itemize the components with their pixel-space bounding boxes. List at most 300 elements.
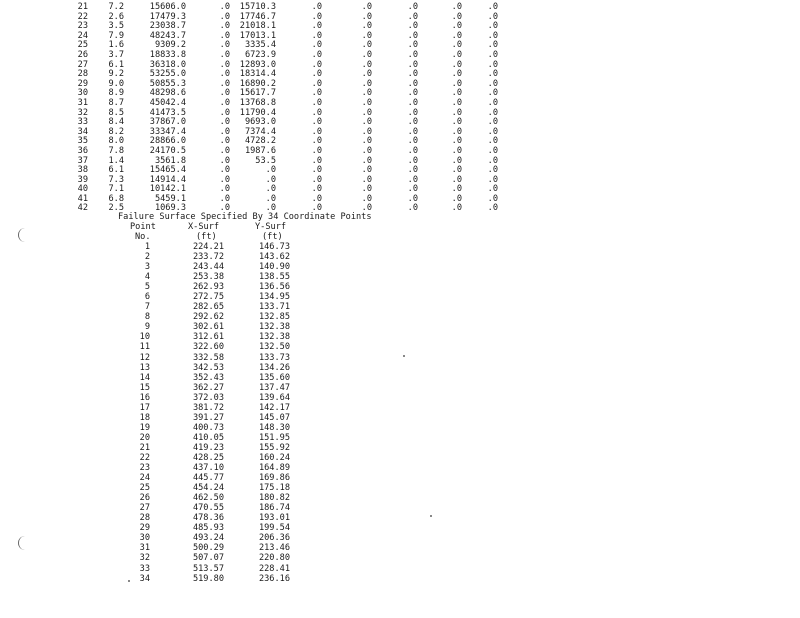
point-number: 31 <box>139 543 150 554</box>
x-surf-value: 500.29 <box>192 543 224 554</box>
slice-cell: .0 <box>487 174 498 185</box>
x-surf-value: 372.03 <box>192 392 224 403</box>
y-surf-value: 160.24 <box>258 452 290 463</box>
y-surf-value: 155.92 <box>258 442 290 453</box>
slice-cell: .0 <box>361 107 372 118</box>
slice-cell: 8.9 <box>108 88 124 99</box>
slice-cell: .0 <box>219 184 230 195</box>
slice-cell: .0 <box>311 2 322 12</box>
slice-cell: 4728.2 <box>244 136 276 147</box>
point-number: 34 <box>139 573 150 584</box>
slice-cell: .0 <box>451 165 462 176</box>
slice-cell: 7.9 <box>108 30 124 41</box>
slice-cell: .0 <box>451 107 462 118</box>
slice-cell: 17479.3 <box>149 11 186 22</box>
slice-cell: .0 <box>451 49 462 60</box>
slice-cell: .0 <box>265 203 276 214</box>
x-surf-value: 322.60 <box>192 342 224 353</box>
slice-cell: .0 <box>361 193 372 204</box>
slice-cell: .0 <box>407 59 418 70</box>
slice-cell: .0 <box>451 117 462 128</box>
slice-cell: .0 <box>451 203 462 214</box>
slice-cell: .0 <box>219 117 230 128</box>
y-surf-value: 148.30 <box>258 422 290 433</box>
y-surf-value: 228.41 <box>258 563 290 574</box>
y-surf-value: 151.95 <box>258 432 290 443</box>
slice-cell: .0 <box>487 193 498 204</box>
x-surf-value: 282.65 <box>192 302 224 313</box>
x-surf-value: 410.05 <box>192 432 224 443</box>
slice-cell: 1.6 <box>108 40 124 51</box>
slice-cell: .0 <box>407 155 418 166</box>
slice-cell: 31 <box>77 97 88 108</box>
y-surf-value: 138.55 <box>258 272 290 283</box>
slice-cell: .0 <box>265 165 276 176</box>
slice-cell: 6723.9 <box>244 49 276 60</box>
x-surf-value: 243.44 <box>192 262 224 273</box>
slice-cell: .0 <box>219 203 230 214</box>
slice-cell: .0 <box>407 69 418 80</box>
slice-cell: .0 <box>487 136 498 147</box>
slice-cell: .0 <box>265 184 276 195</box>
slice-cell: .0 <box>451 21 462 32</box>
slice-cell: 33347.4 <box>149 126 186 137</box>
slice-cell: 16890.2 <box>239 78 276 89</box>
slice-cell: .0 <box>487 165 498 176</box>
slice-cell: .0 <box>219 97 230 108</box>
slice-cell: .0 <box>487 145 498 156</box>
slice-cell: .0 <box>451 155 462 166</box>
y-surf-value: 142.17 <box>258 402 290 413</box>
y-surf-value: 143.62 <box>258 252 290 263</box>
x-surf-value: 462.50 <box>192 493 224 504</box>
point-number: 6 <box>144 292 150 303</box>
slice-cell: 37 <box>77 155 88 166</box>
slice-cell: 40 <box>77 184 88 195</box>
y-surf-value: 213.46 <box>258 543 290 554</box>
slice-cell: 37867.0 <box>149 117 186 128</box>
slice-cell: .0 <box>265 174 276 185</box>
slice-cell: .0 <box>311 59 322 70</box>
slice-cell: .0 <box>361 40 372 51</box>
slice-cell: .0 <box>361 136 372 147</box>
x-surf-value: 470.55 <box>192 503 224 514</box>
point-number: 26 <box>139 493 150 504</box>
slice-cell: 1069.3 <box>154 203 186 214</box>
slice-cell: 7.3 <box>108 174 124 185</box>
slice-cell: .0 <box>487 59 498 70</box>
y-surf-column-header: Y-Surf <box>255 222 287 232</box>
slice-cell: 45042.4 <box>149 97 186 108</box>
slice-cell: 28866.0 <box>149 136 186 147</box>
point-number: 4 <box>144 272 150 283</box>
slice-cell: 23 <box>77 21 88 32</box>
slice-cell: .0 <box>487 126 498 137</box>
slice-cell: 17013.1 <box>239 30 276 41</box>
y-surf-value: 206.36 <box>258 533 290 544</box>
slice-cell: 8.7 <box>108 97 124 108</box>
slice-cell: .0 <box>487 117 498 128</box>
slice-cell: 3.5 <box>108 21 124 32</box>
slice-cell: .0 <box>219 40 230 51</box>
slice-cell: .0 <box>219 165 230 176</box>
slice-cell: 14914.4 <box>149 174 186 185</box>
slice-cell: 41 <box>77 193 88 204</box>
slice-cell: .0 <box>407 30 418 41</box>
slice-cell: 48298.6 <box>149 88 186 99</box>
slice-cell: .0 <box>311 155 322 166</box>
point-number: 14 <box>139 372 150 383</box>
slice-cell: .0 <box>487 11 498 22</box>
point-column-header: Point <box>130 222 156 232</box>
point-no-column-header: No. <box>135 232 151 242</box>
slice-cell: 22 <box>77 11 88 22</box>
slice-cell: 50855.3 <box>149 78 186 89</box>
point-number: 17 <box>139 402 150 413</box>
x-surf-value: 352.43 <box>192 372 224 383</box>
slice-cell: 17746.7 <box>239 11 276 22</box>
slice-cell: .0 <box>311 136 322 147</box>
slice-cell: .0 <box>311 126 322 137</box>
slice-cell: .0 <box>361 11 372 22</box>
slice-cell: 2.5 <box>108 203 124 214</box>
slice-cell: 15606.0 <box>149 2 186 12</box>
x-surf-unit-label: (ft) <box>196 232 217 242</box>
slice-cell: .0 <box>219 107 230 118</box>
slice-cell: 7374.4 <box>244 126 276 137</box>
slice-cell: .0 <box>219 69 230 80</box>
slice-cell: .0 <box>451 40 462 51</box>
y-surf-value: 236.16 <box>258 573 290 584</box>
slice-cell: .0 <box>361 174 372 185</box>
point-number: 23 <box>139 463 150 474</box>
slice-cell: .0 <box>219 59 230 70</box>
slice-cell: 21 <box>77 2 88 12</box>
y-surf-value: 180.82 <box>258 493 290 504</box>
slice-cell: 15617.7 <box>239 88 276 99</box>
slice-cell: 12893.0 <box>239 59 276 70</box>
slice-cell: .0 <box>451 126 462 137</box>
speck-mark <box>403 355 405 357</box>
slice-cell: .0 <box>219 174 230 185</box>
slice-cell: 6.8 <box>108 193 124 204</box>
slice-cell: .0 <box>219 11 230 22</box>
y-surf-value: 134.26 <box>258 362 290 373</box>
x-surf-value: 272.75 <box>192 292 224 303</box>
slice-cell: 8.5 <box>108 107 124 118</box>
slice-cell: .0 <box>311 78 322 89</box>
point-number: 22 <box>139 452 150 463</box>
slice-cell: 9309.2 <box>154 40 186 51</box>
point-number: 21 <box>139 442 150 453</box>
x-surf-value: 262.93 <box>192 282 224 293</box>
slice-cell: .0 <box>361 21 372 32</box>
slice-cell: .0 <box>451 2 462 12</box>
slice-cell: .0 <box>265 193 276 204</box>
slice-cell: 28 <box>77 69 88 80</box>
slice-cell: 3.7 <box>108 49 124 60</box>
x-surf-value: 519.80 <box>192 573 224 584</box>
point-number: 18 <box>139 412 150 423</box>
slice-cell: .0 <box>311 145 322 156</box>
x-surf-value: 493.24 <box>192 533 224 544</box>
slice-cell: .0 <box>219 88 230 99</box>
slice-cell: .0 <box>451 145 462 156</box>
slice-cell: .0 <box>407 78 418 89</box>
point-number: 24 <box>139 473 150 484</box>
slice-cell: .0 <box>407 203 418 214</box>
y-surf-value: 193.01 <box>258 513 290 524</box>
slice-cell: 1.4 <box>108 155 124 166</box>
slice-cell: 29 <box>77 78 88 89</box>
slice-cell: 41473.5 <box>149 107 186 118</box>
x-surf-value: 342.53 <box>192 362 224 373</box>
y-surf-value: 220.80 <box>258 553 290 564</box>
slice-cell: .0 <box>451 174 462 185</box>
slice-cell: .0 <box>451 184 462 195</box>
slice-cell: .0 <box>361 184 372 195</box>
y-surf-value: 133.71 <box>258 302 290 313</box>
x-surf-value: 485.93 <box>192 523 224 534</box>
slice-cell: 42 <box>77 203 88 214</box>
slice-cell: .0 <box>407 11 418 22</box>
slice-cell: .0 <box>361 145 372 156</box>
slice-cell: .0 <box>451 136 462 147</box>
y-surf-value: 137.47 <box>258 382 290 393</box>
slice-cell: 33 <box>77 117 88 128</box>
slice-cell: 6.1 <box>108 165 124 176</box>
x-surf-value: 332.58 <box>192 352 224 363</box>
slice-cell: 32 <box>77 107 88 118</box>
x-surf-value: 428.25 <box>192 452 224 463</box>
slice-cell: .0 <box>311 40 322 51</box>
x-surf-value: 454.24 <box>192 483 224 494</box>
slice-cell: .0 <box>219 30 230 41</box>
slice-cell: 27 <box>77 59 88 70</box>
point-number: 32 <box>139 553 150 564</box>
slice-cell: 34 <box>77 126 88 137</box>
slice-cell: 7.8 <box>108 145 124 156</box>
slice-cell: .0 <box>487 78 498 89</box>
slice-cell: .0 <box>311 165 322 176</box>
slice-cell: 8.4 <box>108 117 124 128</box>
slice-cell: 1987.6 <box>244 145 276 156</box>
slice-cell: .0 <box>311 69 322 80</box>
y-surf-value: 132.50 <box>258 342 290 353</box>
slice-cell: .0 <box>487 2 498 12</box>
slice-cell: .0 <box>407 2 418 12</box>
slice-cell: .0 <box>407 165 418 176</box>
slice-cell: .0 <box>487 69 498 80</box>
slice-cell: .0 <box>311 107 322 118</box>
slice-cell: .0 <box>407 49 418 60</box>
y-surf-value: 169.86 <box>258 473 290 484</box>
slice-cell: 9.2 <box>108 69 124 80</box>
slice-cell: .0 <box>407 40 418 51</box>
point-number: 10 <box>139 332 150 343</box>
slice-cell: .0 <box>407 136 418 147</box>
y-surf-value: 136.56 <box>258 282 290 293</box>
x-surf-value: 437.10 <box>192 463 224 474</box>
slice-cell: .0 <box>487 21 498 32</box>
slice-cell: 23038.7 <box>149 21 186 32</box>
slice-cell: .0 <box>407 107 418 118</box>
slice-cell: .0 <box>311 88 322 99</box>
slice-cell: .0 <box>311 21 322 32</box>
slice-cell: .0 <box>219 145 230 156</box>
slice-cell: .0 <box>451 69 462 80</box>
slice-cell: .0 <box>311 49 322 60</box>
slice-cell: .0 <box>407 117 418 128</box>
slice-cell: .0 <box>487 184 498 195</box>
slice-cell: .0 <box>451 30 462 41</box>
slice-cell: .0 <box>361 155 372 166</box>
y-surf-value: 186.74 <box>258 503 290 514</box>
slice-cell: .0 <box>219 193 230 204</box>
slice-cell: 24170.5 <box>149 145 186 156</box>
slice-cell: .0 <box>487 88 498 99</box>
slice-cell: .0 <box>487 203 498 214</box>
slice-cell: .0 <box>361 165 372 176</box>
slice-cell: .0 <box>407 174 418 185</box>
point-number: 19 <box>139 422 150 433</box>
slice-cell: .0 <box>219 21 230 32</box>
slice-cell: 3561.8 <box>154 155 186 166</box>
slice-cell: .0 <box>451 88 462 99</box>
failure-surface-heading: Failure Surface Specified By 34 Coordinate Points <box>118 212 372 222</box>
y-surf-value: 135.60 <box>258 372 290 383</box>
slice-cell: .0 <box>311 30 322 41</box>
x-surf-value: 381.72 <box>192 402 224 413</box>
slice-cell: .0 <box>487 155 498 166</box>
x-surf-value: 224.21 <box>192 242 224 252</box>
x-surf-value: 478.36 <box>192 513 224 524</box>
slice-cell: .0 <box>451 78 462 89</box>
slice-cell: .0 <box>407 88 418 99</box>
slice-cell: 18833.8 <box>149 49 186 60</box>
x-surf-value: 302.61 <box>192 322 224 333</box>
slice-cell: 3335.4 <box>244 40 276 51</box>
slice-cell: 39 <box>77 174 88 185</box>
slice-cell: 7.2 <box>108 2 124 12</box>
point-number: 29 <box>139 523 150 534</box>
slice-cell: .0 <box>311 184 322 195</box>
x-surf-value: 513.57 <box>192 563 224 574</box>
slice-cell: 25 <box>77 40 88 51</box>
slice-cell: .0 <box>361 2 372 12</box>
x-surf-value: 253.38 <box>192 272 224 283</box>
y-surf-value: 146.73 <box>258 242 290 252</box>
slice-cell: .0 <box>451 97 462 108</box>
point-number: 1 <box>144 242 150 252</box>
slice-cell: 8.0 <box>108 136 124 147</box>
point-number: 33 <box>139 563 150 574</box>
y-surf-value: 134.95 <box>258 292 290 303</box>
y-surf-value: 139.64 <box>258 392 290 403</box>
slice-cell: .0 <box>407 21 418 32</box>
point-number: 12 <box>139 352 150 363</box>
slice-cell: 35 <box>77 136 88 147</box>
y-surf-value: 140.90 <box>258 262 290 273</box>
slice-cell: .0 <box>219 136 230 147</box>
slice-cell: .0 <box>219 49 230 60</box>
slice-cell: .0 <box>311 193 322 204</box>
slice-cell: 21018.1 <box>239 21 276 32</box>
slice-cell: .0 <box>407 184 418 195</box>
x-surf-value: 400.73 <box>192 422 224 433</box>
slice-cell: 9693.0 <box>244 117 276 128</box>
y-surf-unit-label: (ft) <box>262 232 283 242</box>
slice-cell: 11790.4 <box>239 107 276 118</box>
y-surf-value: 132.85 <box>258 312 290 323</box>
x-surf-value: 445.77 <box>192 473 224 484</box>
point-number: 8 <box>144 312 150 323</box>
slice-cell: .0 <box>487 40 498 51</box>
point-number: 16 <box>139 392 150 403</box>
slice-cell: 9.0 <box>108 78 124 89</box>
point-number: 13 <box>139 362 150 373</box>
slice-cell: 24 <box>77 30 88 41</box>
slice-cell: 6.1 <box>108 59 124 70</box>
y-surf-value: 132.38 <box>258 332 290 343</box>
slice-cell: 36 <box>77 145 88 156</box>
slice-cell: .0 <box>361 69 372 80</box>
point-number: 30 <box>139 533 150 544</box>
point-number: 15 <box>139 382 150 393</box>
y-surf-value: 199.54 <box>258 523 290 534</box>
point-number: 2 <box>144 252 150 263</box>
slice-cell: .0 <box>219 155 230 166</box>
slice-cell: 26 <box>77 49 88 60</box>
slice-cell: 36318.0 <box>149 59 186 70</box>
y-surf-value: 132.38 <box>258 322 290 333</box>
slice-cell: .0 <box>361 59 372 70</box>
slice-cell: .0 <box>311 11 322 22</box>
slice-cell: .0 <box>311 174 322 185</box>
slice-cell: 7.1 <box>108 184 124 195</box>
slice-cell: .0 <box>311 97 322 108</box>
x-surf-column-header: X-Surf <box>188 222 220 232</box>
slice-cell: .0 <box>361 88 372 99</box>
slice-cell: 53255.0 <box>149 69 186 80</box>
x-surf-value: 419.23 <box>192 442 224 453</box>
x-surf-value: 312.61 <box>192 332 224 343</box>
slice-cell: 8.2 <box>108 126 124 137</box>
slice-cell: 13768.8 <box>239 97 276 108</box>
slice-cell: .0 <box>361 97 372 108</box>
slice-cell: .0 <box>361 49 372 60</box>
x-surf-value: 233.72 <box>192 252 224 263</box>
speck-mark <box>128 580 130 582</box>
point-number: 9 <box>144 322 150 333</box>
binding-hole-mark-bottom <box>18 536 31 550</box>
slice-cell: .0 <box>361 78 372 89</box>
slice-cell: .0 <box>361 30 372 41</box>
slice-cell: .0 <box>311 117 322 128</box>
slice-cell: 15465.4 <box>149 165 186 176</box>
slice-cell: .0 <box>219 126 230 137</box>
x-surf-value: 507.07 <box>192 553 224 564</box>
x-surf-value: 292.62 <box>192 312 224 323</box>
slice-cell: .0 <box>407 193 418 204</box>
slice-cell: .0 <box>487 97 498 108</box>
y-surf-value: 175.18 <box>258 483 290 494</box>
slice-cell: 2.6 <box>108 11 124 22</box>
x-surf-value: 362.27 <box>192 382 224 393</box>
slice-cell: .0 <box>219 2 230 12</box>
point-number: 25 <box>139 483 150 494</box>
slice-cell: .0 <box>451 11 462 22</box>
